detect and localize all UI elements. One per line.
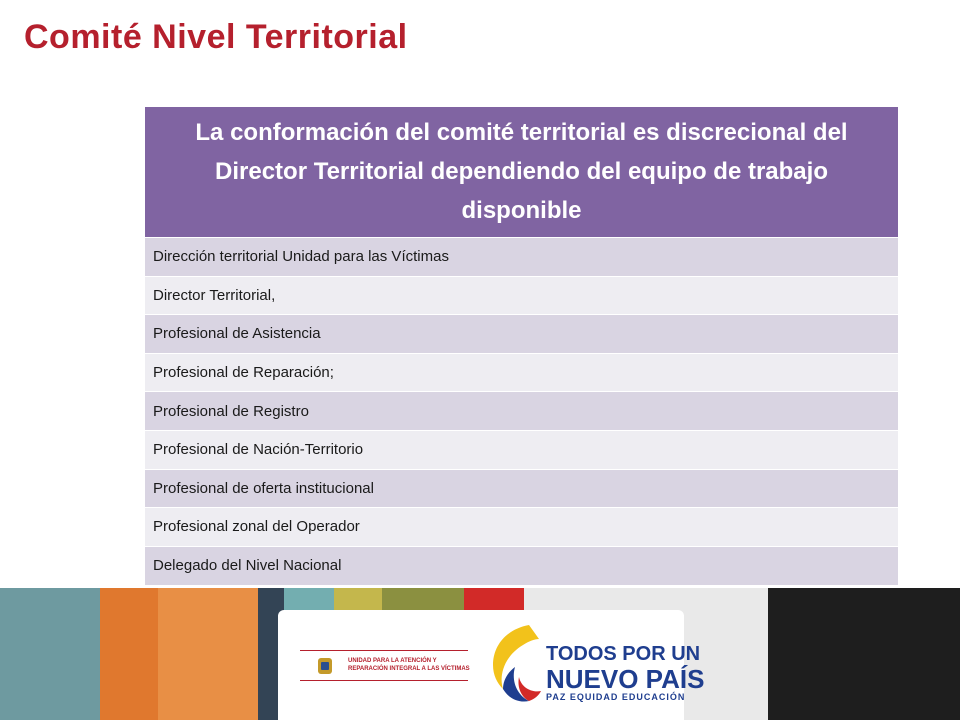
colombia-seal-icon — [318, 658, 332, 674]
color-band-teal — [0, 588, 100, 720]
slogan-line-3: PAZ EQUIDAD EDUCACIÓN — [546, 692, 686, 702]
color-band-orange — [100, 588, 158, 720]
nuevo-pais-swoosh-icon — [489, 623, 541, 705]
table-row — [145, 392, 898, 431]
table-row — [145, 315, 898, 354]
table-cell: Dirección territorial Unidad para las Víctimas — [145, 238, 898, 277]
table-row — [145, 430, 898, 469]
slogan-line-1: TODOS POR UN — [546, 643, 701, 665]
table-cell: Delegado del Nivel Nacional — [145, 546, 898, 585]
table-cell: Profesional de Nación-Territorio — [145, 430, 898, 469]
color-band-black — [768, 588, 960, 720]
table-cell: Profesional de Reparación; — [145, 353, 898, 392]
table-row — [145, 276, 898, 315]
logo-divider-top — [300, 650, 468, 651]
table-row — [145, 238, 898, 277]
table-cell: Profesional de Asistencia — [145, 315, 898, 354]
table-cell: Director Territorial, — [145, 276, 898, 315]
table-row — [145, 546, 898, 585]
table-row — [145, 353, 898, 392]
color-band-light-orange — [158, 588, 258, 720]
unidad-victimas-logo: UNIDAD PARA LA ATENCIÓN Y REPARACIÓN INTEGRAL A LAS VÍCTIMAS — [348, 658, 470, 672]
logo-divider-bottom — [300, 680, 468, 681]
table-row — [145, 508, 898, 547]
table-cell: Profesional zonal del Operador — [145, 508, 898, 547]
table-cell: Profesional de Registro — [145, 392, 898, 431]
table-row — [145, 469, 898, 508]
page-title: Comité Nivel Territorial — [24, 18, 408, 56]
table-header: La conformación del comité territorial es discrecional del Director Territorial dependiendo del equipo de trabajo disponible — [145, 107, 898, 238]
slogan-line-2: NUEVO PAÍS — [546, 664, 705, 694]
table-cell: Profesional de oferta institucional — [145, 469, 898, 508]
comite-table — [145, 107, 898, 585]
